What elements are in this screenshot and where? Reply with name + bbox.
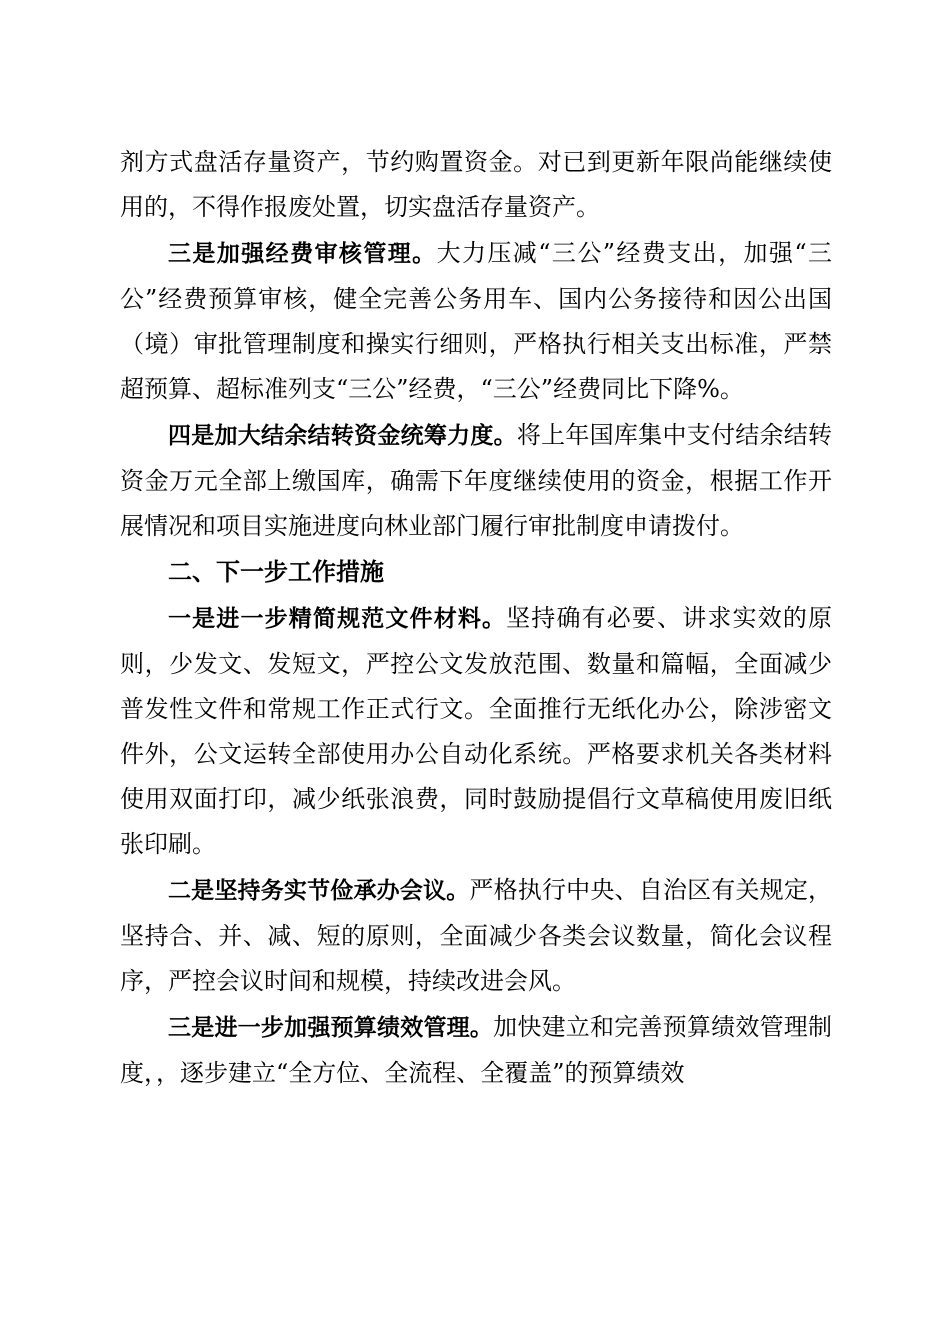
paragraph-lead: 四是加大结余结转资金统筹力度。 [168, 423, 517, 449]
paragraph-meetings [120, 868, 832, 1004]
paragraph-streamline-documents [120, 596, 832, 867]
paragraph-lead: 一是进一步精简规范文件材料。 [168, 606, 507, 632]
paragraph-body: 剂方式盘活存量资产，节约购置资金。对已到更新年限尚能继续使用的，不得作报废处置，切实盘活存量资产。 [120, 148, 832, 221]
paragraph-body: 严格执行中央、自治区有关规定，坚持合、并、减、短的原则，全面减少各类会议数量，简化会议程序，严控会议时间和规模，持续改进会风。 [120, 876, 833, 995]
paragraph-lead: 二是坚持务实节俭承办会议。 [168, 878, 470, 904]
paragraph-lead: 三是进一步加强预算绩效管理。 [168, 1015, 494, 1041]
document-body [120, 140, 832, 1097]
paragraph-continuation [120, 140, 832, 230]
paragraph-surplus-funds [120, 413, 832, 549]
paragraph-lead: 三是加强经费审核管理。 [168, 241, 437, 267]
paragraph-body: 大力压减“三公”经费支出，加强“三公”经费预算审核，健全完善公务用车、国内公务接待和因公出国（境）审批管理制度和操实行细则，严格执行相关支出标准，严禁超预算、超标准列支“三公”经费，“三公”经费同比下降%。 [120, 239, 832, 403]
section-heading: 二、下一步工作措施 [168, 558, 384, 586]
paragraph-body: 加快建立和完善预算绩效管理制度，，逐步建立“全方位、全流程、全覆盖”的预算绩效 [120, 1013, 833, 1087]
paragraph-body: 将上年国库集中支付结余结转资金万元全部上缴国库，确需下年度继续使用的资金，根据工作开展情况和项目实施进度向林业部门履行审批制度申请拨付。 [120, 421, 833, 540]
paragraph-audit-management [120, 231, 832, 412]
paragraph-budget-performance [120, 1005, 832, 1096]
paragraph-body: 坚持确有必要、讲求实效的原则，少发文、发短文，严控公文发放范围、数量和篇幅，全面减少普发性文件和常规工作正式行文。全面推行无纸化办公，除涉密文件外，公文运转全部使用办公自动化系统。严格要求机关各类材料使用双面打印，减少纸张浪费，同时鼓励提倡行文草稿使用废旧纸张印刷。 [120, 604, 833, 858]
